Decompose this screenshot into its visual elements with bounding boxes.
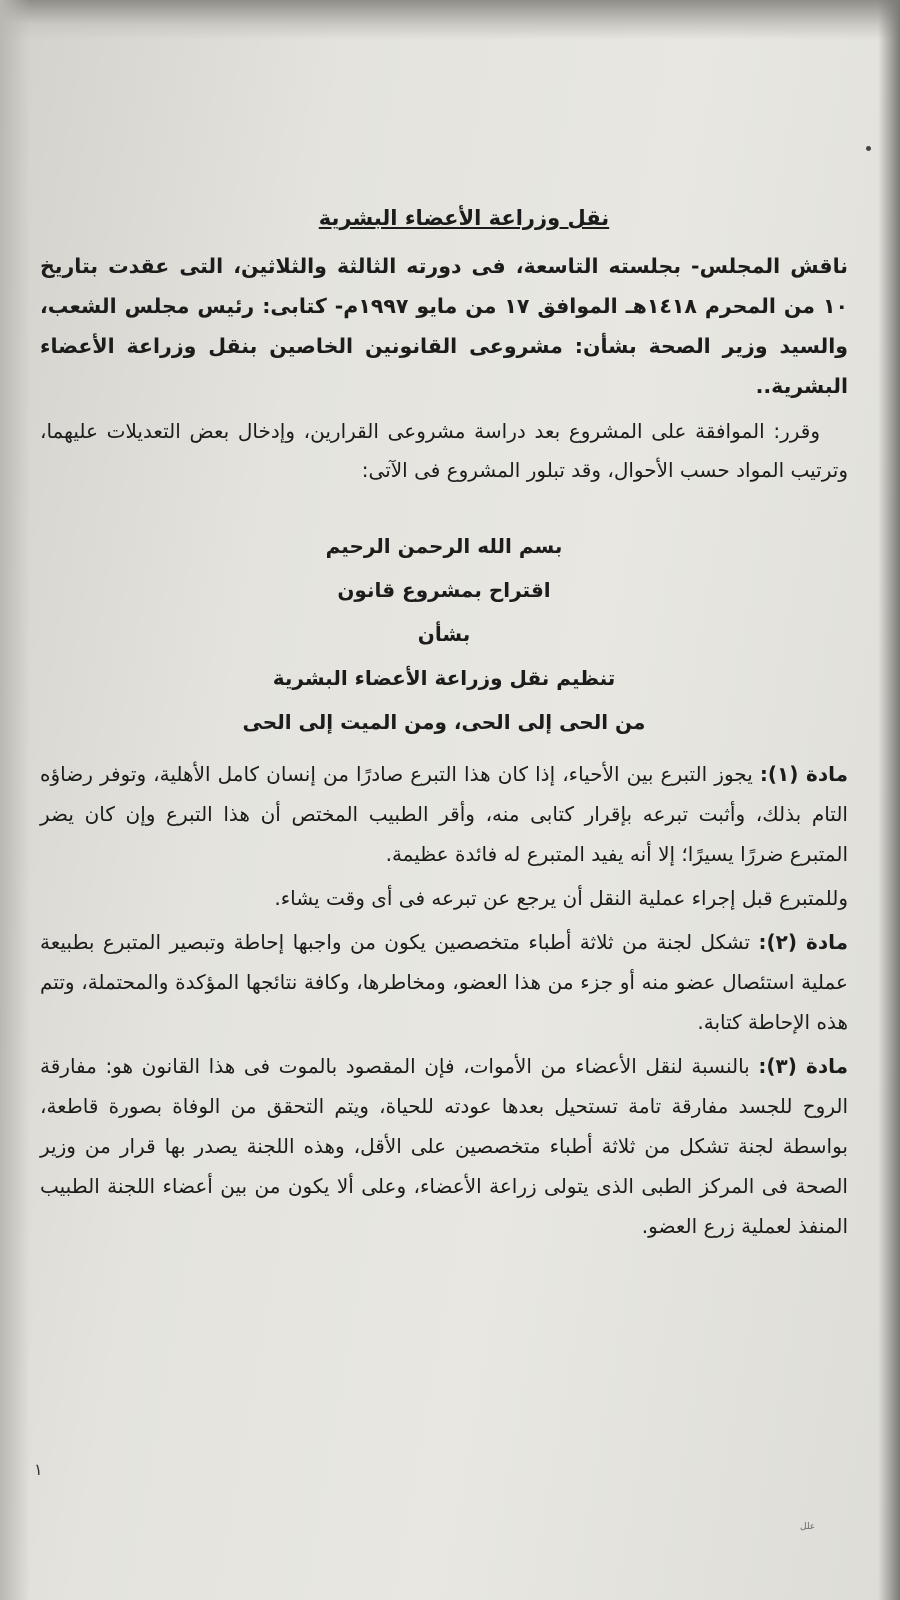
- law-scope-line: من الحى إلى الحى، ومن الميت إلى الحى: [242, 710, 646, 734]
- scan-shadow-right: [878, 0, 900, 1600]
- article-1-text: يجوز التبرع بين الأحياء، إذا كان هذا التبرع صادرًا من إنسان كامل الأهلية، وتوفر رضاؤه التام بذلك، وأثبت تبرعه بإقرار كتابى منه، وأقر الطبيب المختص أن هذا التبرع وإن كان يضر المتبرع ضررًا يسيرًا؛ إلا أنه يفيد المتبرع له فائدة عظيمة.: [40, 762, 848, 866]
- article-3: [40, 1046, 848, 1246]
- resolution-paragraph: وقرر: الموافقة على المشروع بعد دراسة مشروعى القرارين، وإدخال بعض التعديلات عليهما، وترتيب المواد حسب الأحوال، وقد تبلور المشروع فى الآتى:: [40, 419, 848, 482]
- page-number: ١: [34, 1460, 43, 1479]
- document-body: [40, 200, 848, 1246]
- article-1-label: مادة (١):: [759, 762, 848, 786]
- intro-paragraph: ناقش المجلس- بجلسته التاسعة، فى دورته الثالثة والثلاثين، التى عقدت بتاريخ ١٠ من المحرم ١٤١٨هـ الموافق ١٧ من مايو ١٩٩٧م- كتابى: رئيس مجلس الشعب، والسيد وزير الصحة بشأن: مشروعى القانونين الخاصين بنقل وزراعة الأعضاء البشرية..: [40, 254, 848, 398]
- regarding-line: بشأن: [417, 622, 471, 646]
- scan-shadow-top: [0, 0, 900, 40]
- scan-shadow-left: [0, 0, 30, 1600]
- article-2-label: مادة (٢):: [758, 930, 848, 954]
- article-3-label: مادة (٣):: [758, 1054, 848, 1078]
- article-2-text: تشكل لجنة من ثلاثة أطباء متخصصين يكون من واجبها إحاطة وتبصير المتبرع بطبيعة عملية استئصال عضو منه أو جزء من هذا العضو، ومخاطرها، وكافة نتائجها المؤكدة والمحتملة، وتتم هذه الإحاطة كتابة.: [40, 930, 848, 1034]
- margin-note: علل: [800, 1522, 816, 1532]
- ink-dot: [866, 146, 871, 151]
- document-title: نقل وزراعة الأعضاء البشرية: [318, 206, 610, 230]
- article-1-addendum: وللمتبرع قبل إجراء عملية النقل أن يرجع عن تبرعه فى أى وقت يشاء.: [274, 886, 848, 910]
- basmala: بسم الله الرحمن الرحيم: [325, 534, 563, 558]
- article-1: [40, 754, 848, 874]
- law-proposal-line: اقتراح بمشروع قانون: [337, 578, 551, 602]
- article-2: [40, 922, 848, 1042]
- law-header: [40, 526, 848, 746]
- article-3-text: بالنسبة لنقل الأعضاء من الأموات، فإن المقصود بالموت فى هذا القانون هو: مفارقة الروح للجسد مفارقة تامة تستحيل بعدها عودته للحياة، ويتم التحقق من الوفاة بصورة قاطعة، بواسطة لجنة تشكل من ثلاثة أطباء متخصصين على الأقل، وهذه اللجنة يصدر بها قرار من وزير الصحة فى المركز الطبى الذى يتولى زراعة الأعضاء، وعلى ألا يكون من بين أعضاء اللجنة الطبيب المنفذ لعملية زرع العضو.: [40, 1054, 848, 1238]
- law-subject-line: تنظيم نقل وزراعة الأعضاء البشرية: [272, 666, 616, 690]
